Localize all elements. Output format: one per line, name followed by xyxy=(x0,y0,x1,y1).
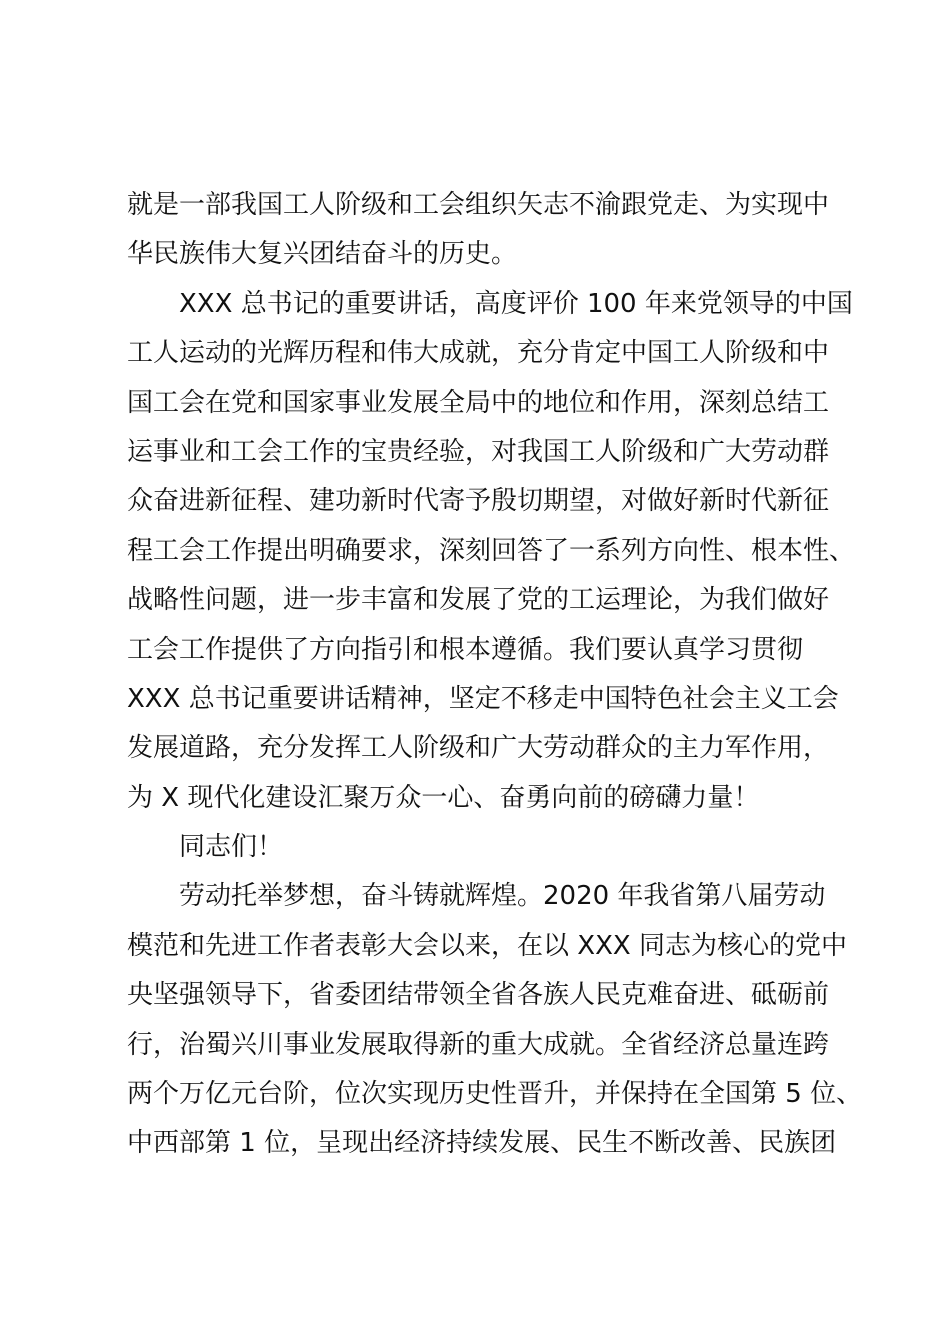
text-line: 程工会工作提出明确要求，深刻回答了一系列方向性、根本性、 xyxy=(127,535,856,566)
text-line: 劳动托举梦想，奋斗铸就辉煌。2020 年我省第八届劳动 xyxy=(179,881,826,912)
text-line: 模范和先进工作者表彰大会以来，在以 XXX 同志为核心的党中 xyxy=(127,930,847,961)
paragraph-3 xyxy=(127,823,839,872)
text-line: 工人运动的光辉历程和伟大成就，充分肯定中国工人阶级和中 xyxy=(127,338,830,369)
text-line: 行，治蜀兴川事业发展取得新的重大成就。全省经济总量连跨 xyxy=(127,1029,830,1060)
text-line: 就是一部我国工人阶级和工会组织矢志不渝跟党走、为实现中 xyxy=(127,190,830,220)
text-line: 战略性问题，进一步丰富和发展了党的工运理论，为我们做好 xyxy=(127,585,830,616)
text-line: XXX 总书记重要讲话精神，坚定不移走中国特色社会主义工会 xyxy=(127,683,839,714)
text-line: 运事业和工会工作的宝贵经验，对我国工人阶级和广大劳动群 xyxy=(127,436,830,467)
text-line: 华民族伟大复兴团结奋斗的历史。 xyxy=(127,239,518,270)
text-line: 发展道路，充分发挥工人阶级和广大劳动群众的主力军作用， xyxy=(127,733,830,764)
text-line: 中西部第 1 位，呈现出经济持续发展、民生不断改善、民族团 xyxy=(127,1128,837,1159)
paragraph-1 xyxy=(127,181,839,280)
text-line: 两个万亿元台阶，位次实现历史性晋升，并保持在全国第 5 位、 xyxy=(127,1079,863,1110)
paragraph-2 xyxy=(127,280,856,823)
text-line: 工会工作提供了方向指引和根本遵循。我们要认真学习贯彻 xyxy=(127,634,804,665)
text-line: 央坚强领导下，省委团结带领全省各族人民克难奋进、砥砺前 xyxy=(127,980,830,1011)
text-line: XXX 总书记的重要讲话，高度评价 100 年来党领导的中国 xyxy=(179,288,853,319)
paragraph-4 xyxy=(127,872,863,1168)
document-body xyxy=(127,181,863,1169)
text-line: 众奋进新征程、建功新时代寄予殷切期望，对做好新时代新征 xyxy=(127,486,830,517)
text-line: 国工会在党和国家事业发展全局中的地位和作用，深刻总结工 xyxy=(127,387,830,418)
text-line: 同志们！ xyxy=(179,832,284,863)
text-line: 为 X 现代化建设汇聚万众一心、奋勇向前的磅礴力量！ xyxy=(127,782,760,813)
